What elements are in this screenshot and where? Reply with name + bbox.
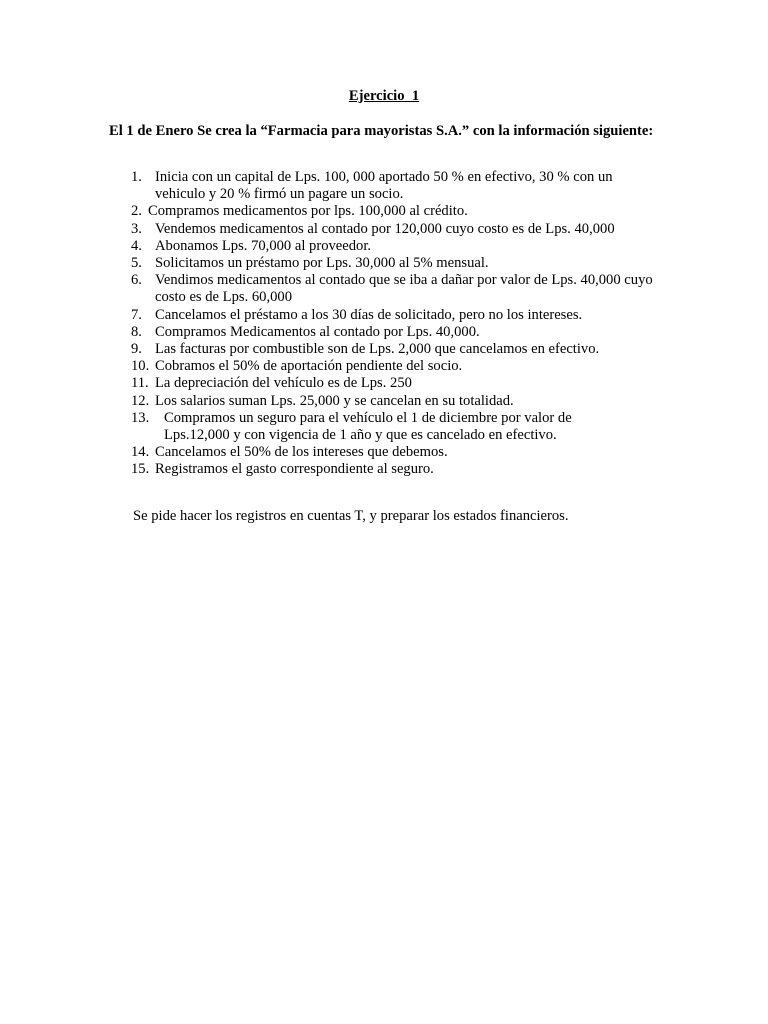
item-number: 12.: [131, 392, 150, 409]
item-number: 11.: [131, 375, 149, 392]
item-text: Los salarios suman Lps. 25,000 y se cancelan en su totalidad.: [155, 392, 514, 409]
item-text: Cancelamos el 50% de los intereses que debemos.: [155, 444, 448, 461]
item-number: 10.: [131, 358, 150, 375]
intro-paragraph: El 1 de Enero Se crea la “Farmacia para mayoristas S.A.” con la información siguiente:: [109, 123, 654, 139]
item-text: La depreciación del vehículo es de Lps. 250: [155, 375, 412, 392]
item-number: 15.: [131, 461, 150, 478]
item-text: Registramos el gasto correspondiente al seguro.: [155, 461, 434, 478]
item-text: Compramos medicamentos por lps. 100,000 al crédito.: [148, 203, 468, 220]
item-text: Cobramos el 50% de aportación pendiente del socio.: [155, 358, 463, 375]
item-text: Solicitamos un préstamo por Lps. 30,000 al 5% mensual.: [155, 255, 489, 272]
item-text: Vendemos medicamentos al contado por 120,000 cuyo costo es de Lps. 40,000: [155, 220, 615, 237]
list-item: [109, 444, 669, 461]
list-item: [109, 307, 669, 324]
item-number: 9.: [131, 341, 142, 358]
list-item: [109, 221, 669, 238]
item-number: 7.: [131, 306, 142, 323]
list-item: [109, 238, 669, 255]
list-item: [109, 203, 669, 220]
closing-paragraph: Se pide hacer los registros en cuentas T, y preparar los estados financieros.: [133, 508, 569, 524]
list-item: [109, 375, 669, 392]
item-text: Abonamos Lps. 70,000 al proveedor.: [155, 237, 372, 254]
item-number: 13.: [131, 409, 150, 426]
item-text: Cancelamos el préstamo a los 30 días de solicitado, pero no los intereses.: [155, 306, 583, 323]
page-title: Ejercicio 1: [348, 88, 420, 104]
item-number: 2.: [131, 203, 142, 220]
item-text: Compramos un seguro para el vehículo el 1 de diciembre por valor de Lps.12,000 y con vigencia de 1 año y que es cancelado en efectivo.: [164, 409, 572, 444]
item-number: 3.: [131, 220, 142, 237]
list-item: [109, 169, 669, 203]
list-item: [109, 410, 669, 444]
item-number: 1.: [131, 169, 142, 185]
list-item: [109, 255, 669, 272]
list-item: [109, 461, 669, 478]
list-item: [109, 341, 669, 358]
item-number: 8.: [131, 323, 142, 340]
item-text: Compramos Medicamentos al contado por Lps. 40,000.: [155, 323, 480, 340]
item-number: 5.: [131, 255, 142, 272]
item-number: 4.: [131, 237, 142, 254]
item-number: 14.: [131, 444, 150, 461]
item-text: Las facturas por combustible son de Lps. 2,000 que cancelamos en efectivo.: [155, 341, 600, 358]
item-text: Inicia con un capital de Lps. 100, 000 aportado 50 % en efectivo, 30 % con un vehiculo y 20 % firmó un pagare un socio.: [155, 169, 613, 203]
list-item: [109, 358, 669, 375]
item-text: Vendimos medicamentos al contado que se iba a dañar por valor de Lps. 40,000 cuyo costo es de Lps. 60,000: [155, 272, 653, 306]
item-number: 6.: [131, 272, 142, 289]
list-item: [109, 393, 669, 410]
exercise-list: [109, 169, 669, 479]
list-item: [109, 272, 669, 306]
list-item: [109, 324, 669, 341]
